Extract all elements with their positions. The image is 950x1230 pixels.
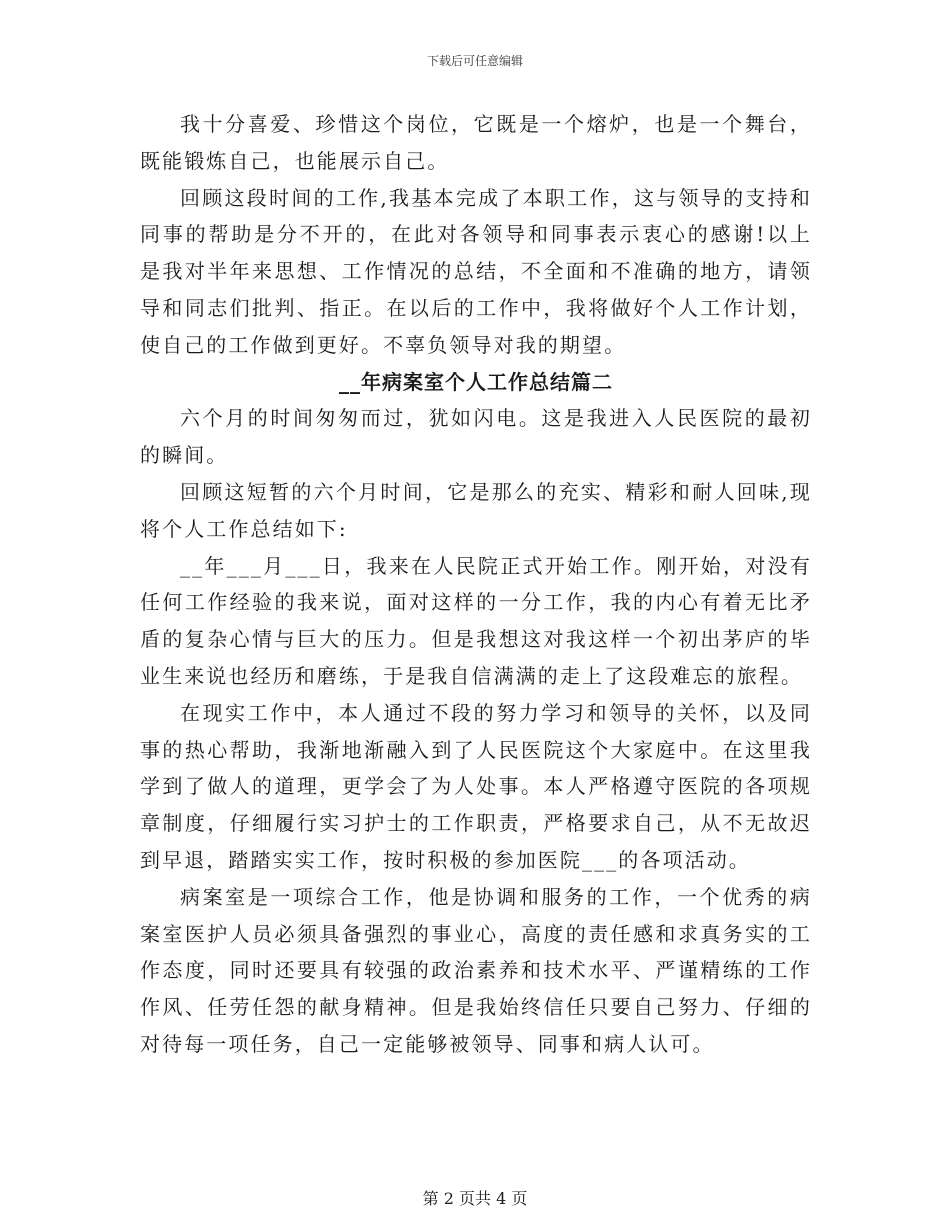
paragraph: 在现实工作中，本人通过不段的努力学习和领导的关怀，以及同事的热心帮助，我渐地渐融入到了人民医院这个大家庭中。在这里我学到了做人的道理，更学会了为人处事。本人严格遵守医院的各项规章制度，仔细履行实习护士的工作职责，严格要求自己，从不无故迟到早退，踏踏实实工作，按时积极的参加医院___的各项活动。	[140, 700, 812, 872]
document-body	[140, 106, 812, 1063]
section-title: __年病案室个人工作总结篇二	[339, 369, 613, 394]
page-number: 第 2 页共 4 页	[422, 1189, 528, 1208]
page-header-note: 下载后可任意编辑	[426, 54, 523, 68]
paragraph: 回顾这段时间的工作,我基本完成了本职工作，这与领导的支持和同事的帮助是分不开的，在此对各领导和同事表示衷心的感谢!以上是我对半年来思想、工作情况的总结，不全面和不准确的地方，请领导和同志们批判、指正。在以后的工作中，我将做好个人工作计划，使自己的工作做到更好。不辜负领导对我的期望。	[140, 185, 812, 357]
paragraph: 病案室是一项综合工作，他是协调和服务的工作，一个优秀的病案室医护人员必须具备强烈的事业心，高度的责任感和求真务实的工作态度，同时还要具有较强的政治素养和技术水平、严谨精练的工作作风、任劳任怨的献身精神。但是我始终信任只要自己努力、仔细的对待每一项任务，自己一定能够被领导、同事和病人认可。	[140, 884, 812, 1056]
paragraph: __年___月___日，我来在人民院正式开始工作。刚开始，对没有任何工作经验的我来说，面对这样的一分工作，我的内心有着无比矛盾的复杂心情与巨大的压力。但是我想这对我这样一个初出茅庐的毕业生来说也经历和磨练，于是我自信满满的走上了这段难忘的旅程。	[140, 553, 812, 688]
paragraph: 六个月的时间匆匆而过，犹如闪电。这是我进入人民医院的最初的瞬间。	[140, 406, 812, 468]
paragraph: 我十分喜爱、珍惜这个岗位，它既是一个熔炉，也是一个舞台，既能锻炼自己，也能展示自己。	[140, 112, 812, 173]
paragraph: 回顾这短暂的六个月时间，它是那么的充实、精彩和耐人回味,现将个人工作总结如下:	[140, 479, 812, 541]
